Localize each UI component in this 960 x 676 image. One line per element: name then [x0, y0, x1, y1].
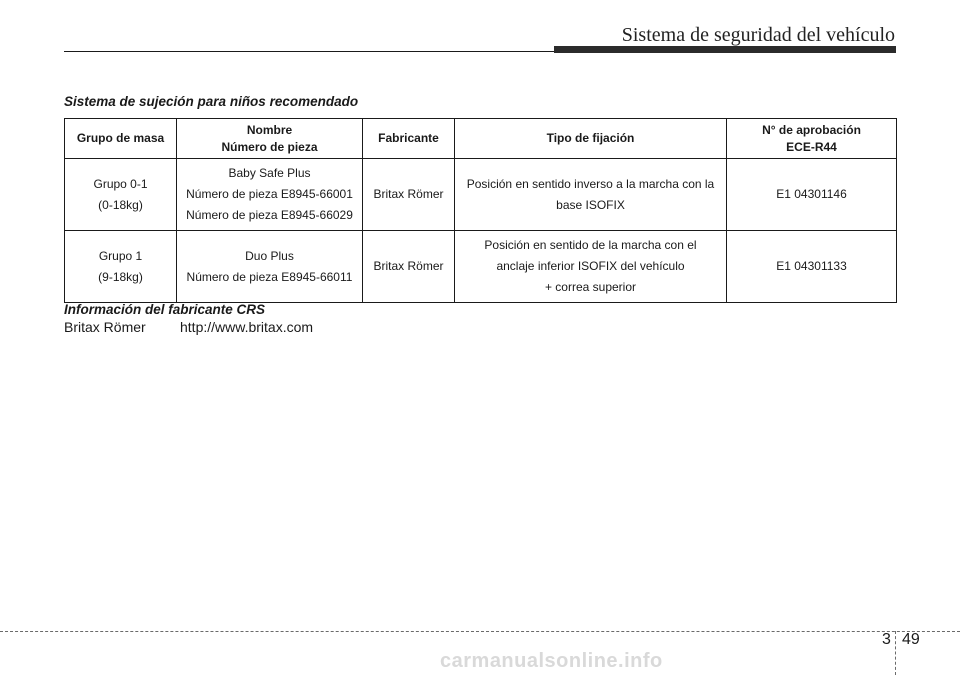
- table-row: [65, 231, 897, 303]
- manufacturer-brand: Britax Römer: [64, 319, 146, 335]
- cell-text: Número de pieza E8945-66001: [186, 187, 353, 201]
- header-rule-thick: [554, 46, 896, 53]
- page-number-separator: [895, 631, 896, 675]
- manufacturer-info-title: Información del fabricante CRS: [64, 302, 266, 317]
- cell-text: + correa superior: [544, 280, 637, 294]
- cell-name: [177, 231, 363, 303]
- header-approval-line1: N° de aprobación: [762, 122, 861, 137]
- chapter-number: 3: [882, 631, 891, 648]
- section-title: Sistema de sujeción para niños recomendado: [64, 94, 359, 109]
- cell-text: Posición en sentido inverso a la marcha con la: [466, 176, 715, 191]
- header-name-line1: Nombre: [246, 122, 293, 137]
- manufacturer-info-line: [64, 319, 313, 335]
- cell-text: Posición en sentido de la marcha con el: [484, 238, 697, 252]
- cell-approval: E1 04301146: [727, 159, 897, 231]
- header-approval: [727, 119, 897, 159]
- header-rule-thin: [64, 51, 554, 52]
- table-row: [65, 159, 897, 231]
- header-fixing-type: Tipo de fijación: [455, 119, 727, 159]
- cell-text: Número de pieza E8945-66011: [186, 269, 353, 284]
- cell-text: Número de pieza E8945-66029: [186, 208, 353, 222]
- footer-rule: [0, 631, 960, 632]
- page-number: 49: [902, 631, 920, 648]
- cell-mass-group: [65, 159, 177, 231]
- page-header-title: Sistema de seguridad del vehículo: [621, 24, 895, 46]
- cell-text: Grupo 1: [98, 248, 143, 263]
- header-manufacturer: Fabricante: [363, 119, 455, 159]
- header-mass-group: Grupo de masa: [65, 119, 177, 159]
- cell-text: Grupo 0-1: [93, 176, 148, 191]
- cell-manufacturer: Britax Römer: [363, 231, 455, 303]
- table-header-row: [65, 119, 897, 159]
- header-name-line2: Número de pieza: [221, 139, 318, 154]
- cell-name: [177, 159, 363, 231]
- cell-text: base ISOFIX: [556, 197, 625, 212]
- cell-text: Baby Safe Plus: [228, 166, 311, 180]
- cell-mass-group: [65, 231, 177, 303]
- child-restraint-table: [64, 118, 897, 303]
- header-name: [177, 119, 363, 159]
- cell-manufacturer: Britax Römer: [363, 159, 455, 231]
- cell-fixing-type: [455, 231, 727, 303]
- manufacturer-url-link[interactable]: http://www.britax.com: [180, 319, 314, 335]
- cell-fixing-type: [455, 159, 727, 231]
- cell-approval: E1 04301133: [727, 231, 897, 303]
- header-approval-line2: ECE-R44: [786, 139, 837, 154]
- cell-text: (0-18kg): [98, 197, 143, 212]
- watermark-text: carmanualsonline.info: [440, 650, 663, 672]
- cell-text: Duo Plus: [245, 248, 294, 263]
- cell-text: anclaje inferior ISOFIX del vehículo: [496, 259, 685, 273]
- cell-text: (9-18kg): [98, 269, 143, 284]
